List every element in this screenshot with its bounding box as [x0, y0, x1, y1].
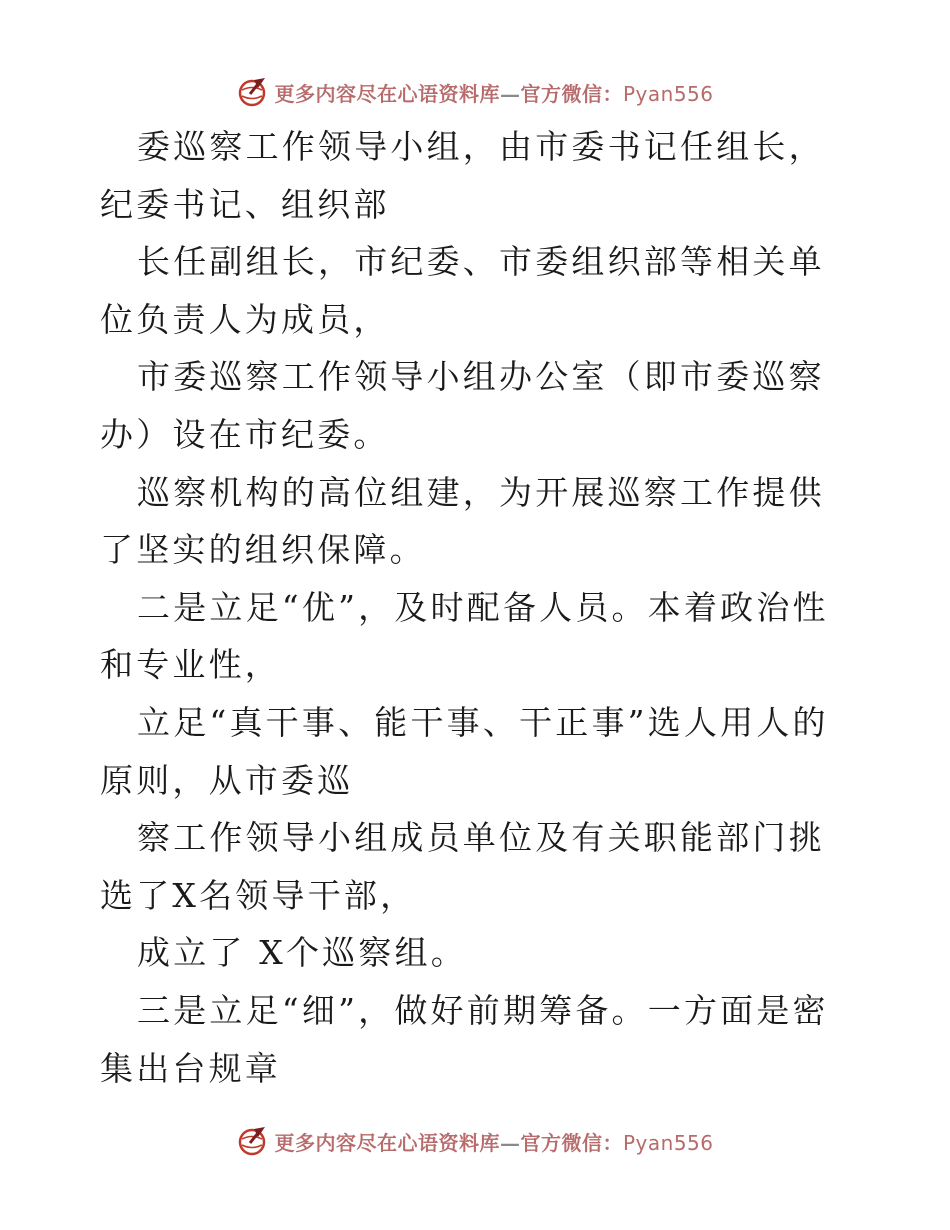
pen-globe-logo-icon [236, 1125, 268, 1157]
paragraph: 委巡察工作领导小组，由市委书记任组长，纪委书记、组织部 [100, 127, 825, 224]
document-body [100, 118, 860, 1097]
paragraph: 市委巡察工作领导小组办公室（即市委巡察办）设在市纪委。 [100, 357, 825, 454]
paragraph: 二是立足“优”，及时配备人员。本着政治性和专业性， [100, 587, 829, 685]
header-banner [0, 72, 950, 112]
footer-banner-dash: — [499, 1130, 521, 1155]
footer-banner-wechat: 官方微信： [520, 1130, 623, 1155]
pen-globe-logo-icon [236, 76, 268, 108]
footer-banner-text [274, 1127, 713, 1156]
header-banner-wechat: 官方微信： [520, 81, 623, 106]
footer-banner [0, 1121, 950, 1161]
header-banner-dash: — [499, 81, 521, 106]
paragraph: 长任副组长，市纪委、市委组织部等相关单位负责人为成员， [100, 242, 825, 339]
paragraph: 三是立足“细”，做好前期筹备。一方面是密集出台规章 [100, 990, 829, 1088]
header-banner-id: Pyan556 [622, 81, 714, 106]
header-banner-text [274, 78, 713, 107]
header-banner-main: 更多内容尽在心语资料库 [274, 81, 500, 106]
paragraph: 巡察机构的高位组建，为开展巡察工作提供了坚实的组织保障。 [100, 472, 825, 570]
paragraph: 察工作领导小组成员单位及有关职能部门挑选了X名领导干部， [100, 818, 825, 915]
paragraph: 立足“真干事、能干事、干正事”选人用人的原则，从市委巡 [100, 702, 829, 800]
footer-banner-main: 更多内容尽在心语资料库 [274, 1130, 500, 1155]
paragraph: 成立了 X个巡察组。 [137, 933, 467, 973]
footer-banner-id: Pyan556 [622, 1130, 714, 1155]
